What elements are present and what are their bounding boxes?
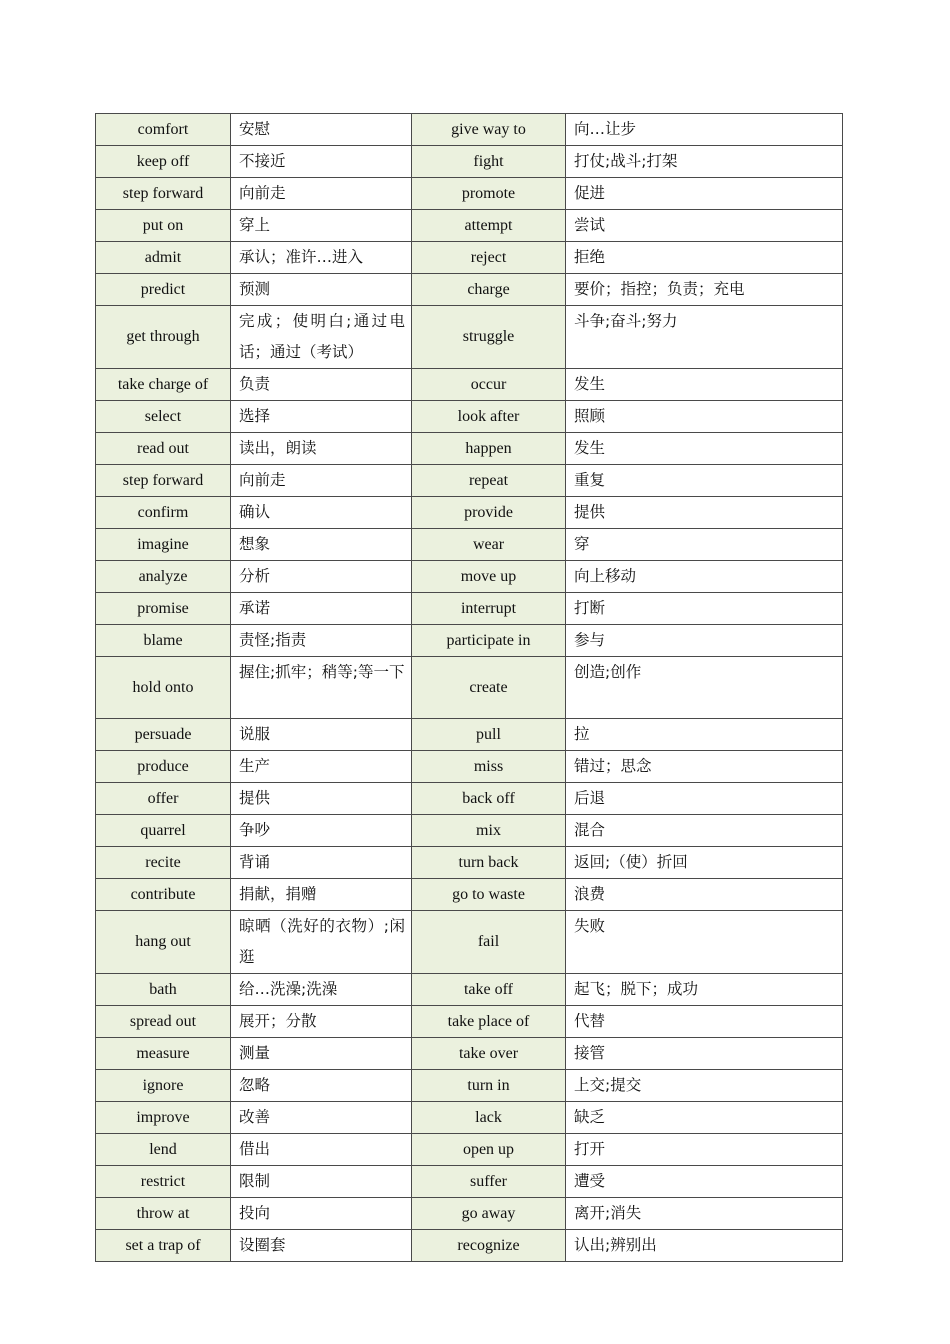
english-term-cell: contribute (96, 879, 231, 911)
vocabulary-table-body (96, 114, 843, 1262)
english-term-cell: open up (412, 1134, 566, 1166)
english-term-cell: promise (96, 593, 231, 625)
chinese-meaning-cell: 返回;（使）折回 (566, 847, 843, 879)
table-row (96, 1070, 843, 1102)
english-term-cell: blame (96, 625, 231, 657)
table-row (96, 465, 843, 497)
chinese-meaning-cell: 承认；准许…进入 (231, 242, 412, 274)
chinese-meaning-cell: 改善 (231, 1102, 412, 1134)
english-term-cell: attempt (412, 210, 566, 242)
chinese-meaning-cell: 投向 (231, 1198, 412, 1230)
english-term-cell: fight (412, 146, 566, 178)
table-row (96, 1006, 843, 1038)
chinese-meaning-cell: 责怪;指责 (231, 625, 412, 657)
table-row (96, 306, 843, 369)
chinese-meaning-cell: 重复 (566, 465, 843, 497)
table-row (96, 879, 843, 911)
english-term-cell: ignore (96, 1070, 231, 1102)
table-row (96, 433, 843, 465)
table-row (96, 974, 843, 1006)
table-row (96, 1198, 843, 1230)
chinese-meaning-cell: 参与 (566, 625, 843, 657)
english-term-cell: go away (412, 1198, 566, 1230)
chinese-meaning-cell: 说服 (231, 719, 412, 751)
english-term-cell: spread out (96, 1006, 231, 1038)
chinese-meaning-cell: 确认 (231, 497, 412, 529)
chinese-meaning-cell: 安慰 (231, 114, 412, 146)
chinese-meaning-cell: 争吵 (231, 815, 412, 847)
english-term-cell: interrupt (412, 593, 566, 625)
table-row (96, 815, 843, 847)
english-term-cell: set a trap of (96, 1230, 231, 1262)
english-term-cell: persuade (96, 719, 231, 751)
chinese-meaning-cell: 打断 (566, 593, 843, 625)
english-term-cell: put on (96, 210, 231, 242)
english-term-cell: charge (412, 274, 566, 306)
english-term-cell: turn back (412, 847, 566, 879)
table-row (96, 529, 843, 561)
english-term-cell: turn in (412, 1070, 566, 1102)
table-row (96, 719, 843, 751)
table-row (96, 274, 843, 306)
english-term-cell: produce (96, 751, 231, 783)
chinese-meaning-cell: 负责 (231, 369, 412, 401)
chinese-meaning-cell: 发生 (566, 369, 843, 401)
english-term-cell: reject (412, 242, 566, 274)
chinese-meaning-cell: 向前走 (231, 178, 412, 210)
english-term-cell: take place of (412, 1006, 566, 1038)
chinese-meaning-cell: 离开;消失 (566, 1198, 843, 1230)
chinese-meaning-cell: 认出;辨别出 (566, 1230, 843, 1262)
chinese-meaning-cell: 混合 (566, 815, 843, 847)
table-row (96, 210, 843, 242)
english-term-cell: participate in (412, 625, 566, 657)
english-term-cell: mix (412, 815, 566, 847)
table-row (96, 783, 843, 815)
chinese-meaning-cell: 想象 (231, 529, 412, 561)
english-term-cell: recite (96, 847, 231, 879)
english-term-cell: move up (412, 561, 566, 593)
english-term-cell: predict (96, 274, 231, 306)
chinese-meaning-cell: 晾晒（洗好的衣物）;闲逛 (231, 911, 412, 974)
table-row (96, 625, 843, 657)
english-term-cell: select (96, 401, 231, 433)
english-term-cell: look after (412, 401, 566, 433)
english-term-cell: imagine (96, 529, 231, 561)
chinese-meaning-cell: 向上移动 (566, 561, 843, 593)
chinese-meaning-cell: 遭受 (566, 1166, 843, 1198)
english-term-cell: provide (412, 497, 566, 529)
chinese-meaning-cell: 后退 (566, 783, 843, 815)
chinese-meaning-cell: 打仗;战斗;打架 (566, 146, 843, 178)
chinese-meaning-cell: 接管 (566, 1038, 843, 1070)
english-term-cell: quarrel (96, 815, 231, 847)
english-term-cell: create (412, 657, 566, 719)
english-term-cell: suffer (412, 1166, 566, 1198)
english-term-cell: back off (412, 783, 566, 815)
english-term-cell: promote (412, 178, 566, 210)
english-term-cell: restrict (96, 1166, 231, 1198)
chinese-meaning-cell: 打开 (566, 1134, 843, 1166)
table-row (96, 1102, 843, 1134)
table-row (96, 847, 843, 879)
chinese-meaning-cell: 承诺 (231, 593, 412, 625)
chinese-meaning-cell: 错过；思念 (566, 751, 843, 783)
english-term-cell: take off (412, 974, 566, 1006)
chinese-meaning-cell: 照顾 (566, 401, 843, 433)
table-row (96, 369, 843, 401)
chinese-meaning-cell: 发生 (566, 433, 843, 465)
english-term-cell: improve (96, 1102, 231, 1134)
table-row (96, 242, 843, 274)
english-term-cell: read out (96, 433, 231, 465)
chinese-meaning-cell: 不接近 (231, 146, 412, 178)
chinese-meaning-cell: 尝试 (566, 210, 843, 242)
chinese-meaning-cell: 测量 (231, 1038, 412, 1070)
chinese-meaning-cell: 限制 (231, 1166, 412, 1198)
english-term-cell: go to waste (412, 879, 566, 911)
english-term-cell: happen (412, 433, 566, 465)
chinese-meaning-cell: 失败 (566, 911, 843, 974)
english-term-cell: throw at (96, 1198, 231, 1230)
english-term-cell: confirm (96, 497, 231, 529)
english-term-cell: take over (412, 1038, 566, 1070)
chinese-meaning-cell: 起飞；脱下；成功 (566, 974, 843, 1006)
chinese-meaning-cell: 读出，朗读 (231, 433, 412, 465)
chinese-meaning-cell: 选择 (231, 401, 412, 433)
table-row (96, 1038, 843, 1070)
chinese-meaning-cell: 上交;提交 (566, 1070, 843, 1102)
vocabulary-table (95, 113, 843, 1262)
chinese-meaning-cell: 设圈套 (231, 1230, 412, 1262)
chinese-meaning-cell: 展开；分散 (231, 1006, 412, 1038)
table-row (96, 178, 843, 210)
english-term-cell: take charge of (96, 369, 231, 401)
table-row (96, 593, 843, 625)
english-term-cell: occur (412, 369, 566, 401)
chinese-meaning-cell: 提供 (231, 783, 412, 815)
chinese-meaning-cell: 给…洗澡;洗澡 (231, 974, 412, 1006)
english-term-cell: recognize (412, 1230, 566, 1262)
chinese-meaning-cell: 缺乏 (566, 1102, 843, 1134)
chinese-meaning-cell: 忽略 (231, 1070, 412, 1102)
table-row (96, 911, 843, 974)
table-row (96, 146, 843, 178)
english-term-cell: give way to (412, 114, 566, 146)
english-term-cell: measure (96, 1038, 231, 1070)
table-row (96, 1134, 843, 1166)
chinese-meaning-cell: 斗争;奋斗;努力 (566, 306, 843, 369)
chinese-meaning-cell: 拒绝 (566, 242, 843, 274)
english-term-cell: step forward (96, 178, 231, 210)
chinese-meaning-cell: 握住;抓牢；稍等;等一下 (231, 657, 412, 719)
english-term-cell: get through (96, 306, 231, 369)
chinese-meaning-cell: 完成；使明白;通过电话；通过（考试） (231, 306, 412, 369)
chinese-meaning-cell: 要价；指控；负责；充电 (566, 274, 843, 306)
english-term-cell: keep off (96, 146, 231, 178)
chinese-meaning-cell: 预测 (231, 274, 412, 306)
table-row (96, 657, 843, 719)
english-term-cell: miss (412, 751, 566, 783)
table-row (96, 497, 843, 529)
chinese-meaning-cell: 捐献，捐赠 (231, 879, 412, 911)
english-term-cell: bath (96, 974, 231, 1006)
table-row (96, 401, 843, 433)
english-term-cell: fail (412, 911, 566, 974)
table-row (96, 114, 843, 146)
chinese-meaning-cell: 分析 (231, 561, 412, 593)
english-term-cell: lend (96, 1134, 231, 1166)
chinese-meaning-cell: 借出 (231, 1134, 412, 1166)
chinese-meaning-cell: 创造;创作 (566, 657, 843, 719)
english-term-cell: hang out (96, 911, 231, 974)
table-row (96, 561, 843, 593)
chinese-meaning-cell: 浪费 (566, 879, 843, 911)
table-row (96, 751, 843, 783)
chinese-meaning-cell: 促进 (566, 178, 843, 210)
english-term-cell: struggle (412, 306, 566, 369)
chinese-meaning-cell: 生产 (231, 751, 412, 783)
english-term-cell: comfort (96, 114, 231, 146)
chinese-meaning-cell: 穿上 (231, 210, 412, 242)
english-term-cell: wear (412, 529, 566, 561)
chinese-meaning-cell: 背诵 (231, 847, 412, 879)
table-row (96, 1166, 843, 1198)
table-row (96, 1230, 843, 1262)
english-term-cell: hold onto (96, 657, 231, 719)
english-term-cell: step forward (96, 465, 231, 497)
english-term-cell: repeat (412, 465, 566, 497)
chinese-meaning-cell: 拉 (566, 719, 843, 751)
english-term-cell: lack (412, 1102, 566, 1134)
english-term-cell: offer (96, 783, 231, 815)
chinese-meaning-cell: 提供 (566, 497, 843, 529)
chinese-meaning-cell: 向前走 (231, 465, 412, 497)
chinese-meaning-cell: 穿 (566, 529, 843, 561)
english-term-cell: analyze (96, 561, 231, 593)
chinese-meaning-cell: 代替 (566, 1006, 843, 1038)
chinese-meaning-cell: 向…让步 (566, 114, 843, 146)
english-term-cell: admit (96, 242, 231, 274)
english-term-cell: pull (412, 719, 566, 751)
